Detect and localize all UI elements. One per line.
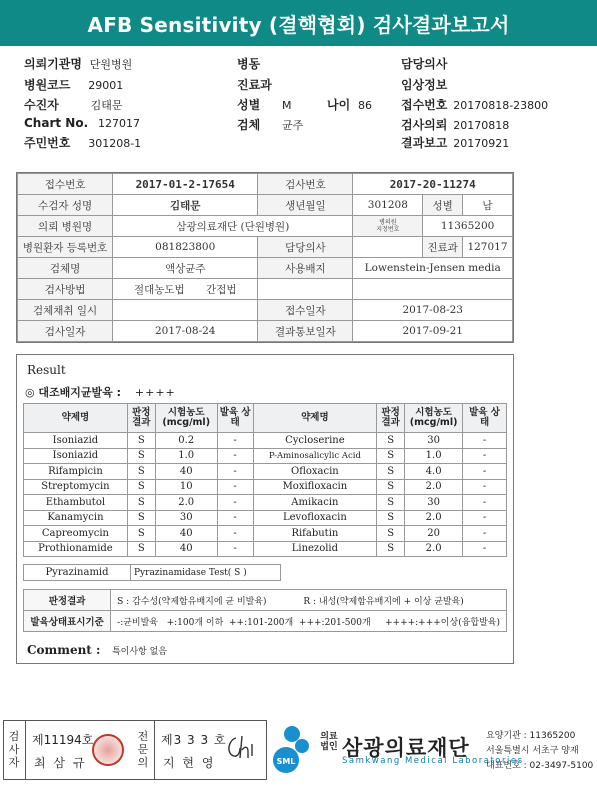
drug-row [24,448,507,464]
specimen-key: 검체 [237,118,261,132]
drug-conc-cell: 0.2 [155,433,217,449]
drug-conc-cell: 2.0 [155,495,217,511]
drug-conc-cell: 2.0 [405,510,463,526]
resident-no-row [24,134,141,151]
seal-stamp [92,734,124,766]
drug-growth-cell: - [217,495,253,511]
specialist-name: 지 현 영 [163,756,216,770]
patient-key: 수진자 [24,98,59,112]
drug-conc-cell: 2.0 [405,541,463,557]
drug-growth-cell: - [217,541,253,557]
reg-no-value: 081823800 [113,237,258,258]
drug-drug-cell: P-Aminosalicylic Acid [253,448,377,464]
drug-result-cell: S [127,541,155,557]
sex-value-cell: 남 [462,195,512,216]
comment-label: Comment : [27,643,101,657]
drug-result-cell: S [127,526,155,542]
clinical-info-row [401,76,447,93]
tester-name: 최 삼 규 [34,756,87,770]
drug-row [24,510,507,526]
hospital-code-value: 29001 [88,79,124,92]
receipt-row [401,96,548,113]
hospital-name-key: 의뢰기관명 [24,57,82,71]
drug-drug-cell: Prothionamide [24,541,128,557]
conc-header-right: 시험농도 (mcg/ml) [405,404,463,433]
age-row [327,96,372,113]
drug-drug-cell: Cycloserine [253,433,377,449]
sex-value: M [282,99,292,112]
drug-drug-cell: Amikacin [253,495,377,511]
pyrazinamidase-test: Pyrazinamidase Test( S ) [131,564,281,581]
patient-name-value: 김태문 [113,195,258,216]
test-no-value: 2017-20-11274 [353,174,513,195]
specimen-value-cell: 액상균주 [113,258,258,279]
corp-name: 삼광의료재단 [342,736,470,760]
drug-drug-cell: Isoniazid [24,448,128,464]
hospital-code-row [24,76,123,93]
spec-vert-1: 전 [137,730,149,743]
sml-logo-icon [272,724,318,778]
drug-growth-cell: - [217,479,253,495]
result-header-right: 판정 결과 [377,404,405,433]
corp-info-line1: 요양기관 : 11365200 [486,731,576,741]
method-value-1: 절대농도법 [133,283,185,296]
logo-text: SML [276,757,296,766]
drug-row [24,479,507,495]
drug-growth-cell: - [463,526,507,542]
drug-result-cell: S [127,479,155,495]
drug-result-cell: S [127,433,155,449]
dept-key: 진료과 [237,78,272,92]
judge-values [111,590,507,611]
specimen-value: 균주 [282,119,304,132]
drug-conc-cell: 40 [155,526,217,542]
specimen-row [237,116,303,133]
corp-type-1: 의료 [320,732,338,742]
drug-conc-cell: 1.0 [405,448,463,464]
drug-result-cell: S [377,526,405,542]
resident-no-key: 주민번호 [24,136,71,150]
drug-growth-cell: - [463,479,507,495]
drug-conc-cell: 2.0 [405,479,463,495]
doctor-value-cell [353,237,423,258]
drug-result-cell: S [377,510,405,526]
hospital-name-row [24,55,132,72]
receipt-key: 접수번호 [401,98,448,112]
drug-header-left: 약제명 [24,404,128,433]
report-row [401,134,509,151]
tester-vert-1: 검 [8,730,20,743]
result-label: Result [27,363,66,377]
receipt-value: 20170818-23800 [453,99,549,112]
specialist-license: 제3 3 3 호 [161,733,227,747]
drug-conc-cell: 40 [155,464,217,480]
method-value [113,279,258,300]
received-value: 2017-08-23 [353,300,513,321]
pyrazinamid-row [23,564,281,581]
report-value: 20170921 [453,137,510,150]
method-value-2: 간접법 [206,283,237,296]
hospital-name-value: 단원병원 [89,58,133,71]
chart-no-row [24,116,140,130]
drug-growth-cell: - [463,541,507,557]
receipt-no-label: 접수번호 [18,174,113,195]
drug-drug-cell: Ofloxacin [253,464,377,480]
drug-growth-cell: - [463,464,507,480]
drug-row [24,495,507,511]
report-title: AFB Sensitivity (결핵협회) 검사결과보고서 [0,0,597,46]
reported-label: 결과통보일자 [258,321,353,342]
designation-value: 11365200 [423,216,513,237]
drug-result-cell: S [377,433,405,449]
chart-no-key: Chart No. [24,116,89,130]
drug-drug-cell: Isoniazid [24,433,128,449]
method-label: 검사방법 [18,279,113,300]
corp-info [486,729,593,774]
legend-table [23,589,507,632]
dept-label: 진료과 [423,237,463,258]
drug-drug-cell: Linezolid [253,541,377,557]
collect-value [113,300,258,321]
hospital-code-key: 병원코드 [24,78,71,92]
drug-growth-cell: - [217,510,253,526]
divider [154,720,155,780]
specimen-label: 검체명 [18,258,113,279]
comment-value: 특이사항 없음 [111,647,167,657]
reported-value: 2017-09-21 [353,321,513,342]
conc-header-left: 시험농도 (mcg/ml) [155,404,217,433]
sex-label: 성별 [423,195,463,216]
drug-result-cell: S [377,495,405,511]
drug-conc-cell: 10 [155,479,217,495]
dept-value-cell: 127017 [462,237,512,258]
drug-result-cell: S [127,464,155,480]
drug-drug-cell: Ethambutol [24,495,128,511]
tested-value: 2017-08-24 [113,321,258,342]
judge-s: S : 감수성(약제함유배지에 균 비발육) [117,596,267,607]
report-key: 결과보고 [401,136,448,150]
received-label: 접수일자 [258,300,353,321]
drug-result-cell: S [127,510,155,526]
specimen-info-table [17,173,513,342]
request-key: 검사의뢰 [401,118,448,132]
corp-english-name: Samkwang Medical Laboratories [342,756,524,766]
comment-row [27,643,167,657]
dept-row [237,76,272,93]
drug-growth-cell: - [463,433,507,449]
drug-conc-cell: 1.0 [155,448,217,464]
drug-conc-cell: 4.0 [405,464,463,480]
drug-result-cell: S [377,479,405,495]
drug-drug-cell: Capreomycin [24,526,128,542]
medium-value: Lowenstein-Jensen media [353,258,513,279]
tested-label: 검사일자 [18,321,113,342]
drug-drug-cell: Streptomycin [24,479,128,495]
drug-result-cell: S [377,541,405,557]
clinical-info-key: 임상정보 [401,78,448,92]
growth-header-right: 발육 상태 [463,404,507,433]
drug-growth-cell: - [217,526,253,542]
drug-drug-cell: Levofloxacin [253,510,377,526]
result-box [16,354,514,664]
drug-growth-cell: - [463,510,507,526]
request-row [401,116,509,133]
drug-row [24,526,507,542]
hospital-label: 의뢰 병원명 [18,216,113,237]
tester-license: 제11194호 [32,733,94,747]
drug-drug-cell: Kanamycin [24,510,128,526]
sex-row [237,96,292,113]
resident-no-value: 301208-1 [88,137,142,150]
specimen-info-box [16,172,514,343]
drug-result-cell: S [127,495,155,511]
pyrazinamid-drug: Pyrazinamid [23,564,131,581]
judge-r: R : 내성(약제함유배지에 + 이상 균발육) [303,596,464,607]
drug-row [24,541,507,557]
drug-drug-cell: Rifabutin [253,526,377,542]
hospital-value: 삼광의료재단 (단원병원) [113,216,353,237]
growth-criteria-value: -:균비발육 +:100개 이하 ++:101-200개 +++:201-500개 ++++:+++이상(융합발육) [111,611,507,632]
drug-growth-cell: - [217,464,253,480]
designation-label-line1: 병의원 [379,219,397,226]
drug-row [24,464,507,480]
drug-result-cell: S [377,464,405,480]
drug-row [24,433,507,449]
reg-no-label: 병원환자 등록번호 [18,237,113,258]
growth-header-left: 발육 상태 [217,404,253,433]
age-key: 나이 [327,98,351,112]
signature-footer [0,718,597,782]
drug-table-header [24,404,507,433]
test-no-label: 검사번호 [258,174,353,195]
doctor-label: 담당의사 [258,237,353,258]
tester-vert-3: 자 [8,756,20,769]
result-header-left: 판정 결과 [127,404,155,433]
dob-value: 301208 [353,195,423,216]
spec-vert-2: 문 [137,743,149,756]
chart-no-value: 127017 [97,117,140,130]
corp-info-line3: 대표번호 : 02-3497-5100 [486,761,594,771]
drug-conc-cell: 20 [405,526,463,542]
control-culture [25,384,176,400]
control-culture-value: ++++ [134,386,176,399]
sex-key: 성별 [237,98,261,112]
age-value: 86 [358,99,373,112]
drug-growth-cell: - [217,433,253,449]
medium-label: 사용배지 [258,258,353,279]
drug-result-cell: S [377,448,405,464]
corp-type-2: 법인 [320,742,338,752]
corp-type [319,732,339,752]
drug-sensitivity-table [23,403,507,557]
patient-value: 김태문 [90,99,123,112]
request-value: 20170818 [453,119,510,132]
judge-label: 판정결과 [24,590,111,611]
method-empty-2 [353,279,513,300]
drug-growth-cell: - [463,495,507,511]
drug-conc-cell: 30 [155,510,217,526]
patient-name-label: 수검자 성명 [18,195,113,216]
control-culture-label: ◎ 대조배지균발육 : [25,386,122,399]
doctor-row [401,55,447,72]
growth-criteria-label: 발육상태표시기준 [24,611,111,632]
patient-row [24,96,123,113]
designation-label [353,216,423,237]
drug-header-right: 약제명 [253,404,377,433]
drug-result-cell: S [127,448,155,464]
spec-vert-3: 의 [137,756,149,769]
ward-row [237,55,260,72]
drug-conc-cell: 30 [405,495,463,511]
dob-label: 생년월일 [258,195,353,216]
specialist-vertical-label [136,730,150,769]
collect-label: 검체채취 일시 [18,300,113,321]
drug-growth-cell: - [463,448,507,464]
method-empty-1 [258,279,353,300]
drug-growth-cell: - [217,448,253,464]
drug-drug-cell: Rifampicin [24,464,128,480]
doctor-key: 담당의사 [401,57,448,71]
tester-vert-2: 사 [8,743,20,756]
drug-drug-cell: Moxifloxacin [253,479,377,495]
divider [25,720,26,780]
signature-icon [222,732,258,762]
designation-label-line2: 지정번호 [376,226,400,233]
drug-conc-cell: 30 [405,433,463,449]
corp-info-line2: 서울특별시 서초구 양재 [486,746,579,756]
tester-vertical-label [7,730,21,769]
drug-conc-cell: 40 [155,541,217,557]
ward-key: 병동 [237,57,261,71]
receipt-no-value: 2017-01-2-17654 [113,174,258,195]
